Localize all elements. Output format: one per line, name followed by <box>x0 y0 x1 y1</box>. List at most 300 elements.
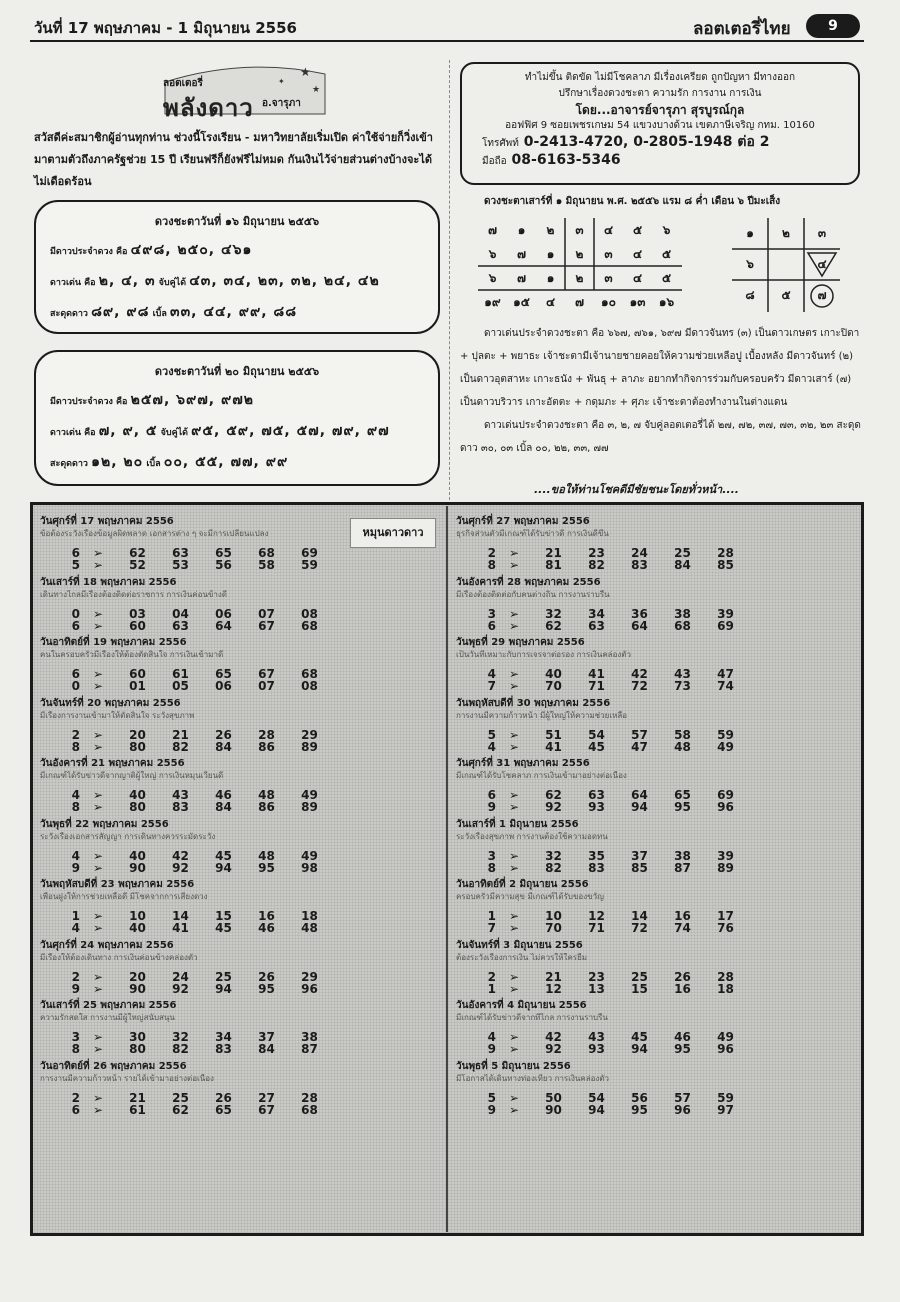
lucky-number: 96 <box>717 1042 734 1056</box>
lucky-number: 34 <box>588 606 605 621</box>
prediction-date: วันศุกร์ที่ 17 พฤษภาคม 2556 <box>40 516 174 527</box>
good-luck-note: ....ขอให้ท่านโชคดีมีชัยชนะโดยทั่วหน้า.... <box>534 483 739 496</box>
prediction-text: เดินทางไกลมีเรื่องต้องติดต่อราชการ การเงินค่อนข้างดี <box>40 589 227 599</box>
lucky-number: 32 <box>545 606 562 621</box>
lucky-number: 21 <box>545 969 562 984</box>
lucky-number: 30 <box>129 1030 146 1044</box>
grid-cell: ๓ <box>604 246 613 261</box>
prediction-text: ระวังเรื่องสุขภาพ การงานต้องใช้ความอดทน <box>456 831 608 841</box>
arrow-icon: ➢ <box>92 1102 104 1117</box>
lucky-number: 52 <box>129 558 146 572</box>
grid-cell: ๓ <box>604 270 613 285</box>
lucky-number: 06 <box>215 679 232 693</box>
lucky-number: 39 <box>717 606 734 621</box>
lucky-number: 14 <box>631 909 648 923</box>
lucky-number: 86 <box>258 739 275 754</box>
lucky-number: 87 <box>301 1042 318 1056</box>
prediction-day <box>40 1059 446 1120</box>
lucky-number: 37 <box>258 1030 275 1044</box>
lucky-number: 95 <box>674 800 691 814</box>
prediction-date: วันจันทร์ที่ 3 มิถุนายน 2556 <box>456 939 583 951</box>
lucky-number: 03 <box>129 606 146 621</box>
lucky-number: 96 <box>674 1102 691 1117</box>
lucky-number: 49 <box>717 739 734 754</box>
arrow-icon: ➢ <box>508 1102 520 1117</box>
prediction-text: มีเรื่องให้ต้องเดินทาง การเงินค่อนข้างคล่องตัว <box>40 952 198 962</box>
lead-digit: 8 <box>71 800 80 814</box>
prediction-date: วันศุกร์ที่ 31 พฤษภาคม 2556 <box>456 758 590 769</box>
prediction-date: วันอังคารที่ 4 มิถุนายน 2556 <box>456 1000 587 1011</box>
arrow-icon: ➢ <box>508 667 520 681</box>
lucky-number: 41 <box>545 739 562 754</box>
arrow-icon: ➢ <box>92 969 104 984</box>
grid-cell: ๕ <box>661 270 672 285</box>
prediction-text: มีเรื่องต้องติดต่อกับคนต่างถิ่น การงานราบรื่น <box>456 589 610 599</box>
lucky-number: 65 <box>215 1102 232 1117</box>
prediction-text: ข้อต้องระวังเรื่องข้อมูลผิดพลาด เอกสารต่าง ๆ จะมีการเปลี่ยนแปลง <box>40 529 269 538</box>
arrow-icon: ➢ <box>508 981 520 996</box>
lucky-number: 28 <box>301 1090 318 1105</box>
lucky-number: 29 <box>301 727 318 742</box>
lucky-number: 38 <box>674 606 691 621</box>
grid-cell: ๑๙ <box>484 294 501 309</box>
lucky-number: 38 <box>674 848 691 863</box>
prediction-number-row <box>456 850 862 862</box>
lucky-number: 49 <box>301 848 318 863</box>
lucky-number: 64 <box>631 618 648 633</box>
house-cell: ๑ <box>746 226 754 240</box>
grid-cell: ๑๕ <box>513 294 530 309</box>
lucky-number: 05 <box>172 679 189 693</box>
prediction-text: ต้องระวังเรื่องการเงิน ไม่ควรให้ใครยืม <box>456 952 588 962</box>
prediction-date: วันเสาร์ที่ 1 มิถุนายน 2556 <box>456 818 579 830</box>
prediction-number-row <box>456 729 862 741</box>
lucky-number: 56 <box>631 1090 648 1105</box>
prediction-day <box>456 514 862 575</box>
lucky-number: 54 <box>588 1090 605 1105</box>
svg-text:★: ★ <box>300 65 311 79</box>
prediction-text: มีเกณฑ์ได้รับโชคลาภ การเงินเข้ามาอย่างต่อเนื่อง <box>456 771 627 780</box>
prediction-number-row <box>456 983 862 995</box>
lucky-number: 35 <box>588 848 605 863</box>
lead-digit: 7 <box>487 679 496 693</box>
prediction-day <box>40 696 446 757</box>
lucky-number: 98 <box>301 860 318 875</box>
lucky-number: 49 <box>301 788 318 802</box>
prediction-date: วันอาทิตย์ที่ 26 พฤษภาคม 2556 <box>40 1060 187 1072</box>
lucky-number: 92 <box>545 800 562 814</box>
lucky-number: 62 <box>545 788 562 802</box>
prediction-number-row <box>456 922 862 934</box>
lucky-number: 63 <box>588 788 605 802</box>
prediction-number-row <box>40 801 446 813</box>
lucky-number: 74 <box>674 921 691 935</box>
lead-digit: 0 <box>71 679 80 693</box>
grid-cell: ๔ <box>632 270 643 285</box>
arrow-icon: ➢ <box>508 860 520 875</box>
lucky-number: 86 <box>258 800 275 814</box>
header-rule <box>30 40 864 42</box>
lead-digit: 9 <box>487 1102 496 1117</box>
grid-cell: ๕ <box>661 246 672 261</box>
house-cell: ๕ <box>781 288 791 302</box>
lead-digit: 3 <box>71 1030 80 1044</box>
lucky-number: 45 <box>215 921 232 935</box>
prediction-date: วันศุกร์ที่ 24 พฤษภาคม 2556 <box>40 939 174 951</box>
contact-line-2: ปรึกษาเรื่องดวงชะตา ความรัก การงาน การเงิน <box>558 88 762 99</box>
lucky-number: 27 <box>258 1090 275 1105</box>
lucky-number: 94 <box>215 981 232 996</box>
arrow-icon: ➢ <box>508 848 520 863</box>
lead-digit: 4 <box>71 788 80 802</box>
lucky-number: 08 <box>301 606 318 621</box>
lucky-number: 89 <box>301 800 318 814</box>
lead-digit: 3 <box>487 848 496 863</box>
lucky-number: 24 <box>172 969 189 984</box>
page-number: 9 <box>806 14 860 38</box>
prediction-number-row <box>40 1104 446 1116</box>
arrow-icon: ➢ <box>92 727 104 742</box>
lucky-number: 41 <box>588 667 605 681</box>
lucky-number: 45 <box>215 848 232 863</box>
box-line-stars: มีดาวประจำดวง คือ ๒๕๗, ๖๙๗, ๙๗๒ <box>50 392 255 408</box>
prediction-number-row <box>456 680 862 692</box>
lead-digit: 3 <box>487 606 496 621</box>
prediction-date: วันพุธที่ 5 มิถุนายน 2556 <box>456 1060 571 1072</box>
arrow-icon: ➢ <box>92 679 104 693</box>
grid-cell: ๔ <box>632 246 643 261</box>
prediction-date: วันจันทร์ที่ 20 พฤษภาคม 2556 <box>40 697 181 709</box>
prediction-date: วันอังคารที่ 21 พฤษภาคม 2556 <box>40 758 185 769</box>
lucky-number: 51 <box>545 727 562 742</box>
prediction-number-row <box>40 608 446 620</box>
lucky-number: 59 <box>301 558 318 572</box>
prediction-date: วันพุธที่ 22 พฤษภาคม 2556 <box>40 818 169 830</box>
prediction-number-row <box>40 862 446 874</box>
lucky-number: 28 <box>717 546 734 560</box>
lead-digit: 6 <box>487 788 496 802</box>
lucky-number: 21 <box>129 1090 146 1105</box>
lucky-number: 41 <box>172 921 189 935</box>
prediction-number-row <box>40 559 446 571</box>
lucky-number: 68 <box>674 618 691 633</box>
lucky-number: 23 <box>588 546 605 560</box>
lucky-number: 06 <box>215 606 232 621</box>
lucky-number: 92 <box>172 860 189 875</box>
lucky-number: 54 <box>588 727 605 742</box>
prediction-day <box>456 756 862 817</box>
prediction-day <box>456 998 862 1059</box>
predictions-right-column <box>456 514 862 1119</box>
prediction-day <box>40 575 446 636</box>
magazine-title: ลอตเตอรี่ไทย <box>693 19 791 39</box>
lead-digit: 1 <box>487 981 496 996</box>
prediction-number-row <box>456 862 862 874</box>
arrow-icon: ➢ <box>508 558 520 572</box>
issue-date: วันที่ 17 พฤษภาคม - 1 มิถุนายน 2556 <box>34 19 297 37</box>
horoscope-box-16-june <box>34 200 440 334</box>
lucky-number: 36 <box>631 606 648 621</box>
lucky-number: 80 <box>129 800 146 814</box>
lucky-number: 95 <box>631 1102 648 1117</box>
grid-cell: ๒ <box>546 222 555 237</box>
lucky-number: 62 <box>172 1102 189 1117</box>
lucky-number: 96 <box>301 981 318 996</box>
prediction-day <box>456 635 862 696</box>
lucky-number: 63 <box>172 618 189 633</box>
lead-digit: 6 <box>71 1102 80 1117</box>
lucky-number: 64 <box>631 788 648 802</box>
lucky-number: 37 <box>631 848 648 863</box>
horoscope-text <box>460 322 862 460</box>
lucky-number: 62 <box>129 546 146 560</box>
prediction-number-row <box>40 1092 446 1104</box>
lucky-number: 45 <box>631 1030 648 1044</box>
lucky-number: 82 <box>588 558 605 572</box>
column-divider <box>449 60 450 500</box>
prediction-number-row <box>40 620 446 632</box>
lucky-number: 82 <box>545 860 562 875</box>
grid-cell: ๑ <box>546 246 555 261</box>
lucky-number: 59 <box>717 1090 734 1105</box>
lucky-number: 38 <box>301 1030 318 1044</box>
contact-author: โดย...อาจารย์จารุภา สุรบูรณ์กุล <box>575 103 745 117</box>
prediction-date: วันอาทิตย์ที่ 19 พฤษภาคม 2556 <box>40 637 187 648</box>
lucky-number: 26 <box>258 969 275 984</box>
arrow-icon: ➢ <box>92 848 104 863</box>
lucky-number: 82 <box>172 739 189 754</box>
box-line-trip: สะดุดดาว ๘๙, ๙๘ เบิ้ล ๓๓, ๔๔, ๙๙, ๘๘ <box>50 304 298 320</box>
lead-digit: 6 <box>71 667 80 681</box>
prediction-number-row <box>40 680 446 692</box>
lucky-number: 71 <box>588 921 605 935</box>
lucky-number: 89 <box>717 860 734 875</box>
prediction-text: มีเกณฑ์ได้รับข่าวดีจากญาติผู้ใหญ่ การเงินหมุนเวียนดี <box>40 771 224 780</box>
lucky-number: 26 <box>674 969 691 984</box>
arrow-icon: ➢ <box>508 618 520 633</box>
lucky-number: 84 <box>674 558 691 572</box>
lucky-number: 68 <box>301 667 318 681</box>
prediction-date: วันศุกร์ที่ 27 พฤษภาคม 2556 <box>456 516 590 527</box>
lucky-number: 60 <box>129 667 146 681</box>
prediction-day <box>456 877 862 938</box>
arrow-icon: ➢ <box>92 981 104 996</box>
lucky-number: 15 <box>215 909 232 923</box>
arrow-icon: ➢ <box>508 921 520 935</box>
lucky-number: 90 <box>129 981 146 996</box>
grid-cell: ๔ <box>603 222 614 237</box>
prediction-day <box>456 575 862 636</box>
lucky-number: 69 <box>301 546 318 560</box>
lucky-number: 08 <box>301 679 318 693</box>
logo-author: อ.จารุภา <box>262 98 301 109</box>
prediction-day <box>40 998 446 1059</box>
lucky-number: 25 <box>215 969 232 984</box>
lucky-number: 56 <box>215 558 232 572</box>
lucky-number: 72 <box>631 679 648 693</box>
lucky-number: 48 <box>258 788 275 802</box>
lucky-number: 67 <box>258 667 275 681</box>
lead-digit: 9 <box>487 800 496 814</box>
prediction-number-row <box>40 971 446 983</box>
prediction-number-row <box>456 971 862 983</box>
lead-digit: 6 <box>71 546 80 560</box>
grid-cell: ๗ <box>516 246 527 261</box>
house-cell: ๖ <box>746 257 754 271</box>
lucky-number: 70 <box>545 921 562 935</box>
prediction-text: การงานมีความก้าวหน้า มีผู้ใหญ่ให้ความช่วยเหลือ <box>456 710 628 720</box>
lucky-number: 18 <box>717 981 734 996</box>
lucky-number: 83 <box>631 558 648 572</box>
lucky-number: 50 <box>545 1090 562 1105</box>
lucky-number: 67 <box>258 618 275 633</box>
grid-cell: ๑๐ <box>601 294 616 309</box>
lucky-number: 95 <box>258 860 275 875</box>
contact-phone: โทรศัพท์ 0-2413-4720, 0-2805-1948 ต่อ 2 <box>482 134 770 150</box>
lead-digit: 9 <box>71 981 80 996</box>
lucky-number: 57 <box>631 727 648 742</box>
lucky-number: 40 <box>129 788 146 802</box>
lead-digit: 6 <box>487 618 496 633</box>
prediction-number-row <box>456 620 862 632</box>
arrow-icon: ➢ <box>92 1090 104 1105</box>
lead-digit: 5 <box>487 1090 496 1105</box>
lucky-number: 20 <box>129 969 146 984</box>
lucky-number: 84 <box>215 739 232 754</box>
house-cell: ๒ <box>782 226 790 240</box>
lucky-number: 23 <box>588 969 605 984</box>
logo-big-text: พลังดาว <box>163 94 254 122</box>
lucky-number: 28 <box>258 727 275 742</box>
lucky-number: 34 <box>215 1030 232 1044</box>
lucky-number: 64 <box>215 618 232 633</box>
arrow-icon: ➢ <box>508 788 520 802</box>
house-cell: ๗ <box>817 288 827 302</box>
lead-digit: 5 <box>71 558 80 572</box>
prediction-date: วันเสาร์ที่ 25 พฤษภาคม 2556 <box>40 1000 177 1011</box>
lucky-number: 61 <box>129 1102 146 1117</box>
lucky-number: 83 <box>172 800 189 814</box>
lucky-number: 39 <box>717 848 734 863</box>
lucky-number: 80 <box>129 1042 146 1056</box>
prediction-number-row <box>40 1043 446 1055</box>
lucky-number: 68 <box>301 618 318 633</box>
lucky-number: 80 <box>129 739 146 754</box>
lucky-number: 12 <box>545 981 562 996</box>
lucky-number: 81 <box>545 558 562 572</box>
lucky-number: 87 <box>674 860 691 875</box>
lucky-number: 63 <box>588 618 605 633</box>
lucky-number: 25 <box>172 1090 189 1105</box>
lucky-number: 21 <box>172 727 189 742</box>
lucky-number: 40 <box>129 921 146 935</box>
prediction-text: ธุรกิจส่วนตัวมีเกณฑ์ได้รับข่าวดี การเงินดีขึ้น <box>456 529 609 538</box>
contact-line-1: ทำไม่ขึ้น ติดขัด ไม่มีโชคลาภ มีเรื่องเครียด ถูกปัญหา มีทางออก <box>524 72 796 83</box>
prediction-text: มีโอกาสได้เดินทางท่องเที่ยว การเงินคล่องตัว <box>456 1073 609 1083</box>
arrow-icon: ➢ <box>92 800 104 814</box>
lucky-number: 59 <box>717 727 734 742</box>
lead-digit: 8 <box>487 558 496 572</box>
arrow-icon: ➢ <box>92 909 104 923</box>
lucky-number: 92 <box>172 981 189 996</box>
lucky-number: 07 <box>258 606 275 621</box>
grid-cell: ๗ <box>516 270 527 285</box>
arrow-icon: ➢ <box>508 1042 520 1056</box>
prediction-day <box>40 756 446 817</box>
prediction-date: วันพฤหัสบดีที่ 30 พฤษภาคม 2556 <box>456 697 611 709</box>
prediction-number-row <box>40 741 446 753</box>
grid-cell: ๓ <box>575 222 584 237</box>
contact-box <box>460 62 860 185</box>
lucky-number: 84 <box>258 1042 275 1056</box>
lead-digit: 2 <box>487 969 496 984</box>
lead-digit: 4 <box>487 739 496 754</box>
prediction-number-row <box>456 608 862 620</box>
grid-lines <box>478 218 682 314</box>
lucky-number: 96 <box>717 800 734 814</box>
grid-cell: ๗ <box>487 222 498 237</box>
lucky-number: 83 <box>588 860 605 875</box>
lucky-number: 10 <box>545 909 562 923</box>
prediction-number-row <box>456 801 862 813</box>
lucky-number: 04 <box>172 606 189 621</box>
lucky-number: 89 <box>301 739 318 754</box>
lucky-number: 70 <box>545 679 562 693</box>
lucky-number: 94 <box>631 1042 648 1056</box>
box-line-lead: ดาวเด่น คือ ๗, ๙, ๕ จับคู่ได้ ๙๕, ๕๙, ๗๕, ๕๗, ๗๙, ๙๗ <box>50 423 390 439</box>
lucky-number: 53 <box>172 558 189 572</box>
arrow-icon: ➢ <box>92 667 104 681</box>
lucky-number: 63 <box>172 546 189 560</box>
prediction-number-row <box>456 1043 862 1055</box>
lucky-number: 71 <box>588 679 605 693</box>
lucky-number: 25 <box>631 969 648 984</box>
lead-digit: 1 <box>71 909 80 923</box>
lucky-number: 42 <box>172 848 189 863</box>
prediction-day <box>40 635 446 696</box>
box-line-trip: สะดุดดาว ๑๒, ๒๐ เบิ้ล ๐๐, ๕๕, ๗๗, ๙๙ <box>50 454 289 470</box>
arrow-icon: ➢ <box>92 1042 104 1056</box>
lead-digit: 8 <box>71 739 80 754</box>
lucky-number: 18 <box>301 909 318 923</box>
lead-digit: 7 <box>487 921 496 935</box>
prediction-day <box>456 1059 862 1120</box>
arrow-icon: ➢ <box>92 618 104 633</box>
lucky-number: 12 <box>588 909 605 923</box>
prediction-number-row <box>456 1092 862 1104</box>
grid-cell: ๖ <box>488 270 497 285</box>
lucky-number: 65 <box>215 546 232 560</box>
lucky-number: 47 <box>717 667 734 681</box>
prediction-text: เป็นวันที่เหมาะกับการเจรจาต่อรอง การเงินคล่องตัว <box>456 650 631 659</box>
lucky-number: 94 <box>588 1102 605 1117</box>
lucky-number: 13 <box>588 981 605 996</box>
lucky-number: 69 <box>717 788 734 802</box>
lead-digit: 4 <box>487 1030 496 1044</box>
lucky-number: 95 <box>674 1042 691 1056</box>
prediction-day <box>456 817 862 878</box>
lucky-number: 46 <box>674 1030 691 1044</box>
prediction-day <box>40 938 446 999</box>
lucky-number: 16 <box>258 909 275 923</box>
intro-paragraph: สวัสดีค่ะสมาชิกผู้อ่านทุกท่าน ช่วงนี้โรงเรียน - มหาวิทยาลัยเริ่มเปิด ค่าใช้จ่ายก็วิ่งเข้ามาตามตัวถึงภาครัฐช่วย 15 ปี เรียนฟรีก็ยังฟรีไม่หมด กันเงินไว้จ่ายส่วนต่างบ้างจะได้ไม่เดือดร้อน <box>34 131 433 188</box>
lucky-number: 46 <box>215 788 232 802</box>
grid-cell: ๑ <box>517 222 526 237</box>
lucky-number: 83 <box>215 1042 232 1056</box>
lucky-number: 61 <box>172 667 189 681</box>
contact-address: ออฟฟิศ 9 ซอยเพชรเกษม 54 แขวงบางด้วน เขตภาษีเจริญ กทม. 10160 <box>505 120 815 131</box>
house-chart-lines <box>732 218 840 312</box>
